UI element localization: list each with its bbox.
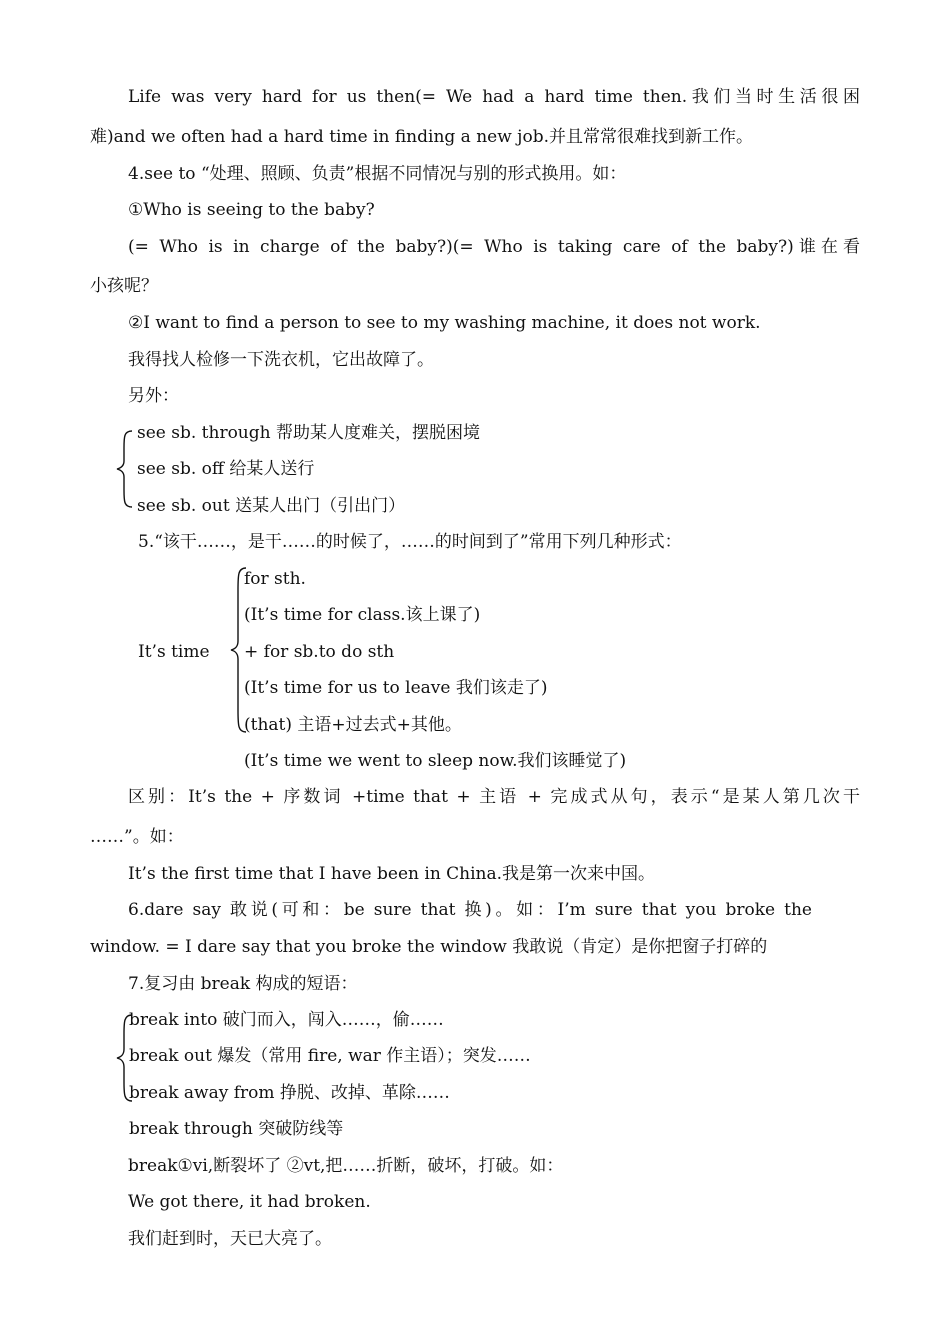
text-line: window. = I dare say that you broke the window 我敢说（肯定）是你把窗子打碎的	[90, 937, 768, 957]
text-line: 小孩呢？	[90, 276, 158, 296]
pattern-that-clause: (that) 主语+过去式+其他。	[244, 715, 462, 735]
curly-brace-icon	[114, 428, 136, 510]
text-line: Life was very hard for us then(= We had a hard time then.我们当时生活很困	[128, 87, 860, 107]
phrase-break-through: break through 突破防线等	[129, 1119, 344, 1139]
section-heading-dare-say: 6.dare say 敢说(可和：be sure that 换)。如：I’m sure that you broke the	[128, 900, 812, 920]
phrase-see-sb-out: see sb. out 送某人出门（引出门）	[137, 496, 406, 516]
example-sentence: ②I want to find a person to see to my washing machine, it does not work.	[128, 313, 761, 333]
example-sentence: (It’s time we went to sleep now.我们该睡觉了)	[244, 751, 627, 771]
phrase-see-sb-through: see sb. through 帮助某人度难关，摆脱困境	[137, 423, 480, 443]
example-sentence: (It’s time for us to leave 我们该走了)	[244, 678, 548, 698]
translation-line: 我得找人检修一下洗衣机，它出故障了。	[128, 350, 434, 370]
section-heading-break: 7.复习由 break 构成的短语：	[128, 974, 358, 994]
text-line: break①vi,断裂坏了 ②vt,把……折断，破坏，打破。如：	[128, 1156, 564, 1176]
example-sentence: It’s the first time that I have been in China.我是第一次来中国。	[128, 864, 656, 884]
text-line: 难)and we often had a hard time in finding a new job.并且常常很难找到新工作。	[90, 127, 753, 147]
text-line: ……”。如：	[90, 827, 184, 847]
pattern-for-sth: for sth.	[244, 569, 306, 589]
example-sentence: (It’s time for class.该上课了)	[244, 605, 481, 625]
pattern-its-time: It’s time	[138, 642, 210, 662]
phrase-break-out: break out 爆发（常用 fire, war 作主语）；突发……	[129, 1046, 531, 1066]
text-line: 区别：It’s the + 序数词 +time that + 主语 + 完成式从句，表示“是某人第几次干	[128, 787, 860, 807]
phrase-break-into: break into 破门而入，闯入……，偷……	[129, 1010, 444, 1030]
phrase-see-sb-off: see sb. off 给某人送行	[137, 459, 315, 479]
phrase-break-away-from: break away from 挣脱、改掉、革除……	[129, 1083, 450, 1103]
pattern-for-sb-to-do: + for sb.to do sth	[244, 642, 395, 662]
section-heading-its-time: 5.“该干……，是干……的时候了，……的时间到了”常用下列几种形式：	[138, 532, 682, 552]
translation-line: 我们赶到时，天已大亮了。	[128, 1229, 332, 1249]
example-sentence: ①Who is seeing to the baby?	[128, 200, 375, 220]
section-heading-see-to: 4.see to “处理、照顾、负责”根据不同情况与别的形式换用。如：	[128, 164, 627, 184]
text-line: 另外：	[128, 386, 179, 406]
text-line: (= Who is in charge of the baby?)(= Who is taking care of the baby?)谁在看	[128, 237, 860, 257]
example-sentence: We got there, it had broken.	[128, 1192, 371, 1212]
